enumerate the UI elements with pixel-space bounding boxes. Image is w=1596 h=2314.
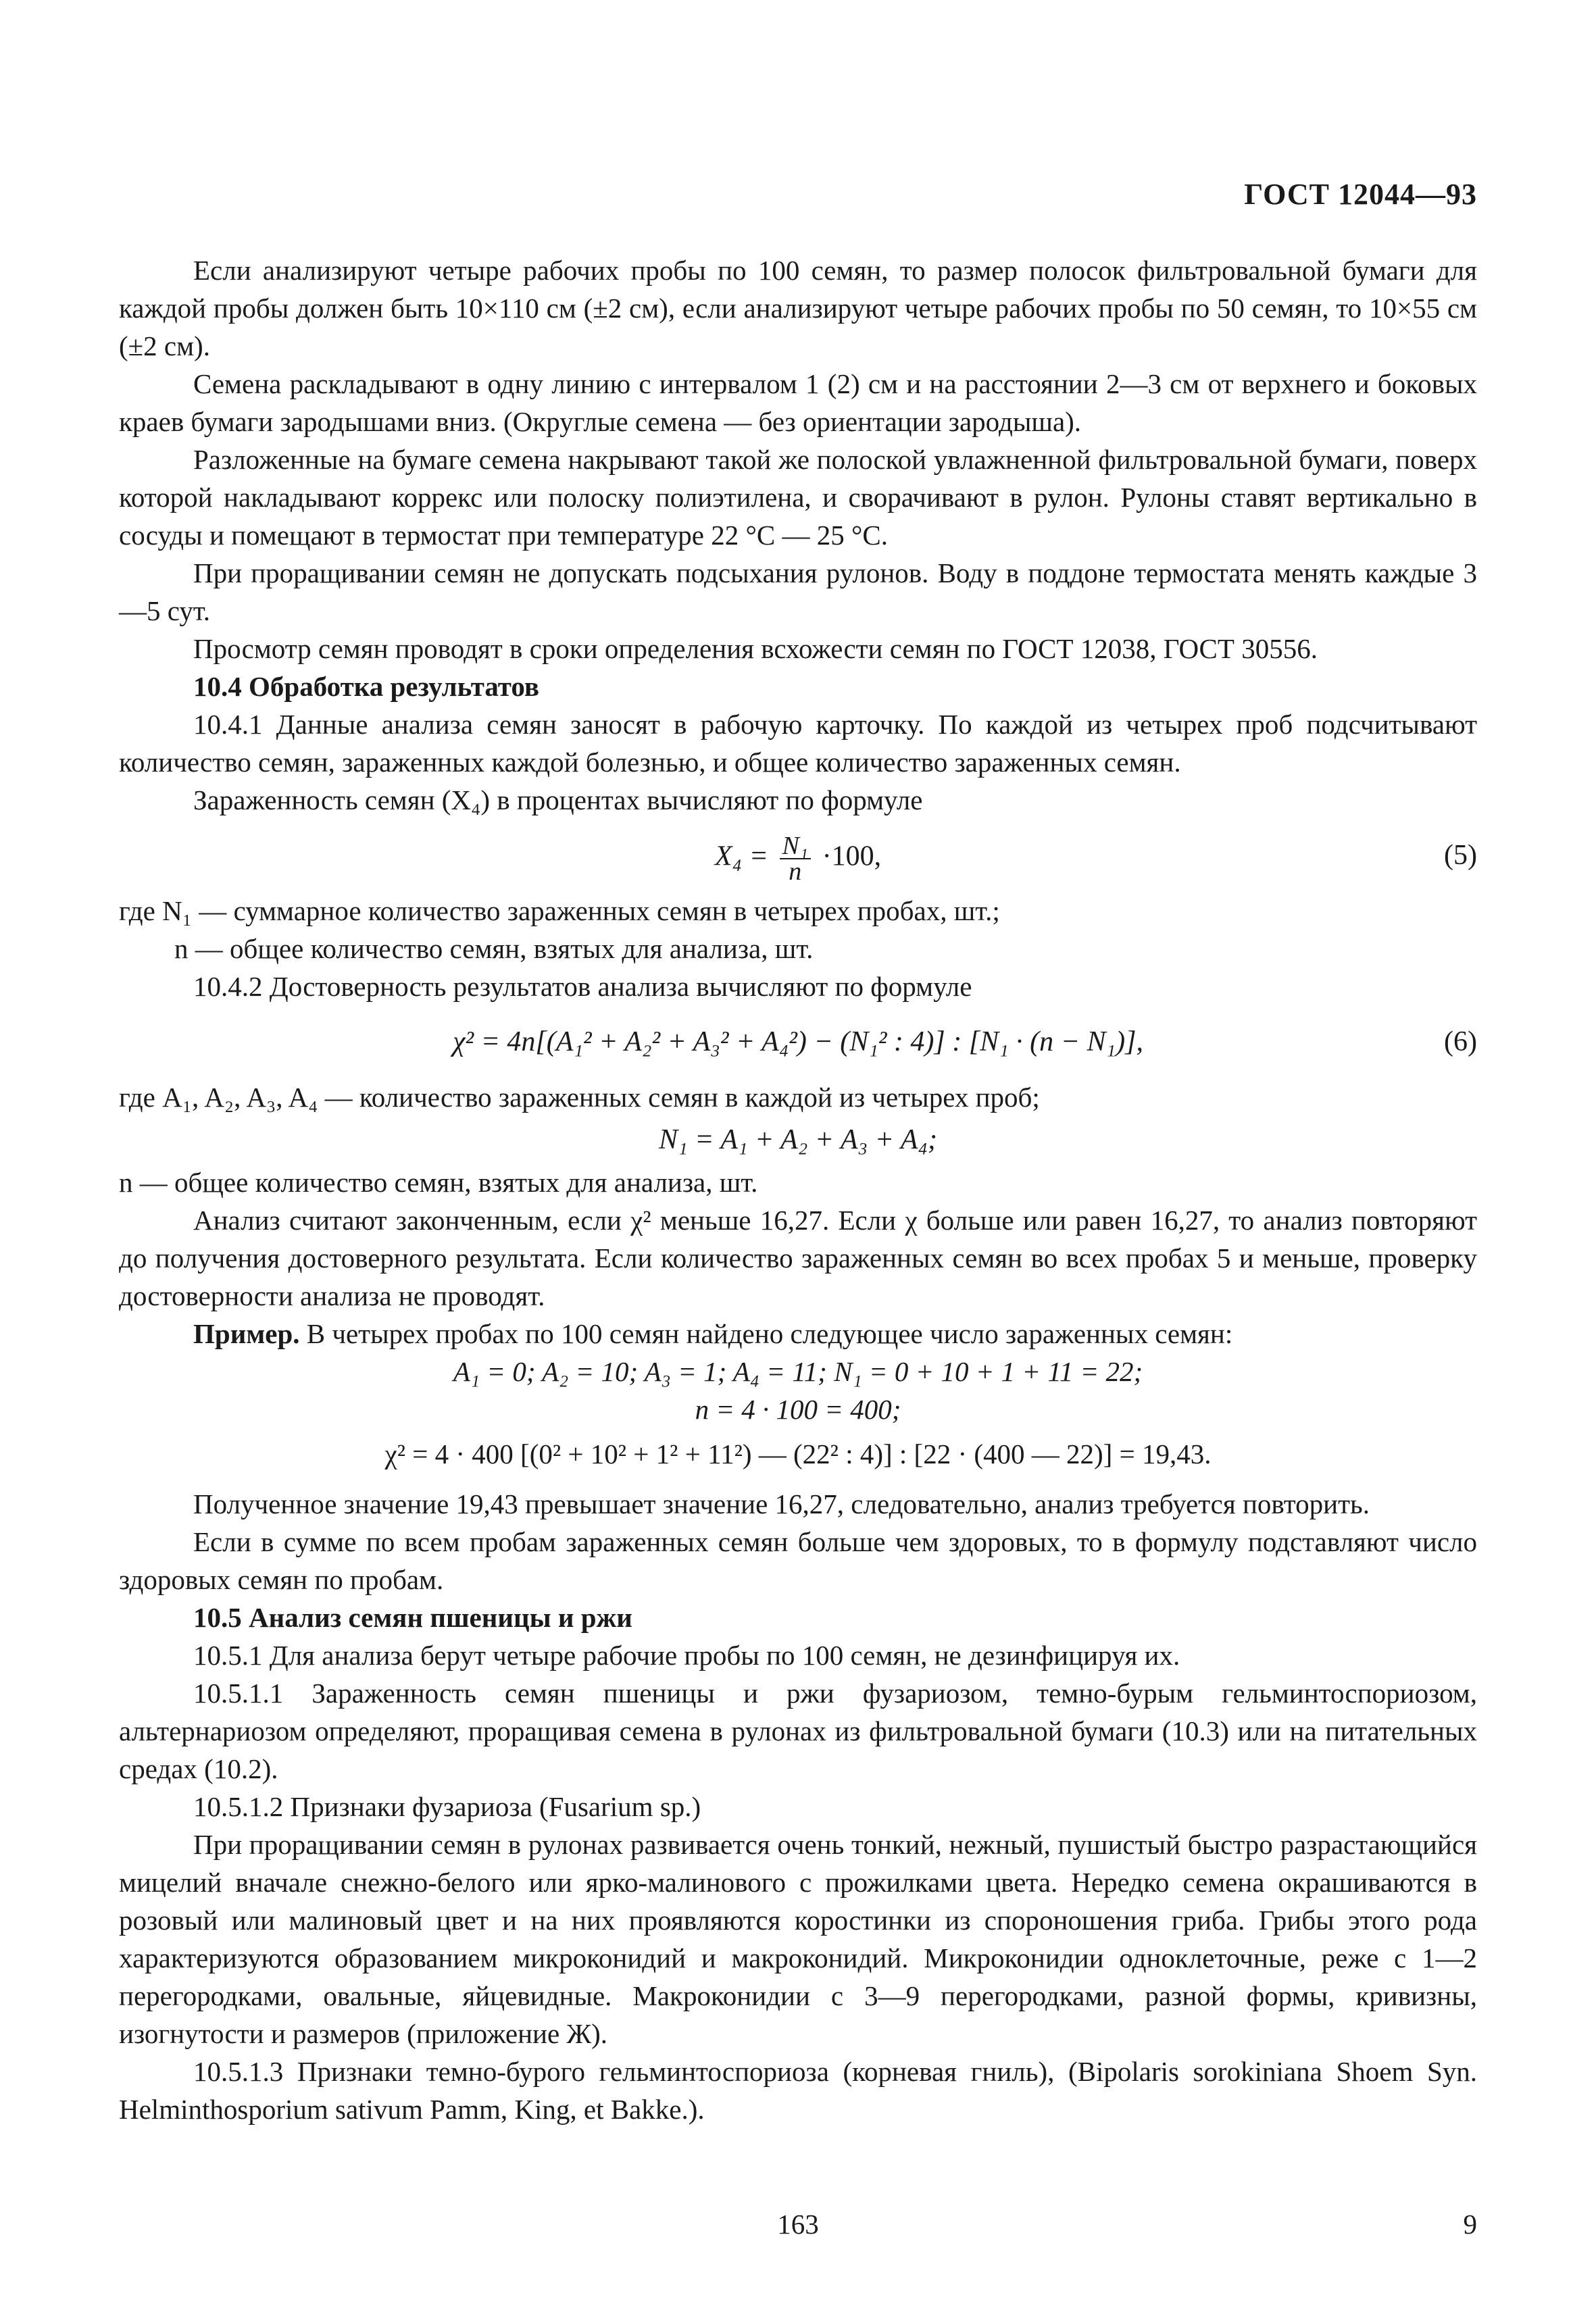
paragraph: Зараженность семян (X₄) в процентах вычисляют по формуле: [193, 784, 923, 815]
paragraph: 10.5.1 Для анализа берут четыре рабочие пробы по 100 семян, не дезинфицируя их.: [193, 1640, 1180, 1671]
formula-5: [119, 832, 1477, 886]
formula-n1: [119, 1120, 1477, 1159]
formula-5-rhs: ·100,: [822, 840, 882, 872]
where-clause: где A₁, A₂, A₃, A₄ — количество зараженных семян в каждой из четырех проб;: [119, 1082, 1040, 1113]
formula-n1-expression: N₁ = A₁ + A₂ + A₃ + A₄;: [659, 1124, 937, 1155]
section-heading-10-4: 10.4 Обработка результатов: [193, 671, 540, 702]
paragraph: 10.4.2 Достоверность результатов анализа вычисляют по формуле: [193, 971, 972, 1002]
paragraph: Если анализируют четыре рабочих пробы по 100 семян, то размер полосок фильтровальной бумаги для каждой пробы должен быть 10×110 см (±2 см), если анализируют четыре рабочих пробы по 50 семян, то 10×55 см (±2 см).: [119, 255, 1477, 361]
document-body: [119, 251, 1477, 2128]
formula-6: [119, 1020, 1477, 1063]
formula-5-fraction: [780, 834, 812, 884]
example-line: A₁ = 0; A₂ = 10; A₃ = 1; A₄ = 11; N₁ = 0 + 10 + 1 + 11 = 22;: [453, 1356, 1143, 1387]
example-label: Пример.: [193, 1318, 300, 1349]
formula-5-lhs: X₄ =: [714, 840, 769, 872]
where-clause: n — общее количество семян, взятых для анализа, шт.: [119, 1167, 758, 1198]
paragraph: Разложенные на бумаге семена накрывают такой же полоской увлажненной фильтровальной бумаги, поверх которой накладывают коррекс или полоску полиэтилена, и сворачивают в рулон. Рулоны ставят вертикально в сосуды и помещают в термостат при температуре 22 °С — 25 °С.: [119, 444, 1477, 551]
page-number-right: 9: [1463, 2209, 1477, 2240]
page-number-center: 163: [777, 2209, 819, 2240]
paragraph: Анализ считают законченным, если χ² меньше 16,27. Если χ больше или равен 16,27, то анализ повторяют до получения достоверного результата. Если количество зараженных семян во всех пробах 5 и меньше, проверку достоверности анализа не проводят.: [119, 1205, 1477, 1311]
paragraph: 10.5.1.3 Признаки темно-бурого гельминтоспориоза (корневая гниль), (Bipolaris sorokiniana Shoem Syn. Helminthosporium sativum Pamm, King, et Bakke.).: [119, 2056, 1477, 2125]
paragraph: Полученное значение 19,43 превышает значение 16,27, следовательно, анализ требуется повторить.: [193, 1488, 1370, 1519]
paragraph: Семена раскладывают в одну линию с интервалом 1 (2) см и на расстоянии 2—3 см от верхнего и боковых краев бумаги зародышами вниз. (Округлые семена — без ориентации зародыша).: [119, 368, 1477, 437]
paragraph: Просмотр семян проводят в сроки определения всхожести семян по ГОСТ 12038, ГОСТ 30556.: [193, 633, 1318, 664]
section-heading-10-5: 10.5 Анализ семян пшеницы и ржи: [193, 1602, 632, 1633]
paragraph: 10.4.1 Данные анализа семян заносят в рабочую карточку. По каждой из четырех проб подсчитывают количество семян, зараженных каждой болезнью, и общее количество зараженных семян.: [119, 709, 1477, 778]
formula-6-number: (6): [1444, 1026, 1477, 1057]
example-paragraph: [119, 1315, 1477, 1353]
example-line: n = 4 · 100 = 400;: [695, 1394, 901, 1425]
paragraph: Если в сумме по всем пробам зараженных семян больше чем здоровых, то в формулу подставляют число здоровых семян по пробам.: [119, 1526, 1477, 1595]
formula-5-number: (5): [1444, 840, 1477, 871]
formula-5-numerator: N₁: [780, 834, 812, 859]
paragraph: 10.5.1.1 Зараженность семян пшеницы и ржи фузариозом, темно-бурым гельминтоспориозом, альтернариозом определяют, проращивая семена в рулонах из фильтровальной бумаги (10.3) или на питательных средах (10.2).: [119, 1678, 1477, 1784]
where-clause: n — общее количество семян, взятых для анализа, шт.: [174, 933, 814, 964]
paragraph: При проращивании семян не допускать подсыхания рулонов. Воду в поддоне термостата менять каждые 3—5 сут.: [119, 557, 1477, 626]
formula-6-expression: χ² = 4n[(A₁² + A₂² + A₃² + A₄²) − (N₁² : 4)] : [N₁ · (n − N₁)],: [453, 1026, 1143, 1057]
paragraph: 10.5.1.2 Признаки фузариоза (Fusarium sp.): [193, 1791, 701, 1822]
where-clause: где N₁ — суммарное количество зараженных семян в четырех пробах, шт.;: [119, 895, 1000, 926]
example-line: χ² = 4 · 400 [(0² + 10² + 1² + 11²) — (22² : 4)] : [22 · (400 — 22)] = 19,43.: [384, 1438, 1212, 1469]
document-id-header: ГОСТ 12044—93: [1244, 178, 1477, 211]
example-text: В четырех пробах по 100 семян найдено следующее число зараженных семян:: [299, 1318, 1233, 1349]
paragraph: При проращивании семян в рулонах развивается очень тонкий, нежный, пушистый быстро разрастающийся мицелий вначале снежно-белого или ярко-малинового с прожилками цвета. Нередко семена окрашиваются в розовый или малиновый цвет и на них проявляются коростинки из спороношения гриба. Грибы этого рода характеризуются образованием микроконидий и макроконидий. Микроконидии одноклеточные, реже с 1—2 перегородками, овальные, яйцевидные. Макроконидии с 3—9 перегородками, разной формы, кривизны, изогнутости и размеров (приложение Ж).: [119, 1829, 1477, 2049]
document-page: [119, 0, 1477, 2314]
formula-5-denominator: n: [789, 857, 802, 886]
